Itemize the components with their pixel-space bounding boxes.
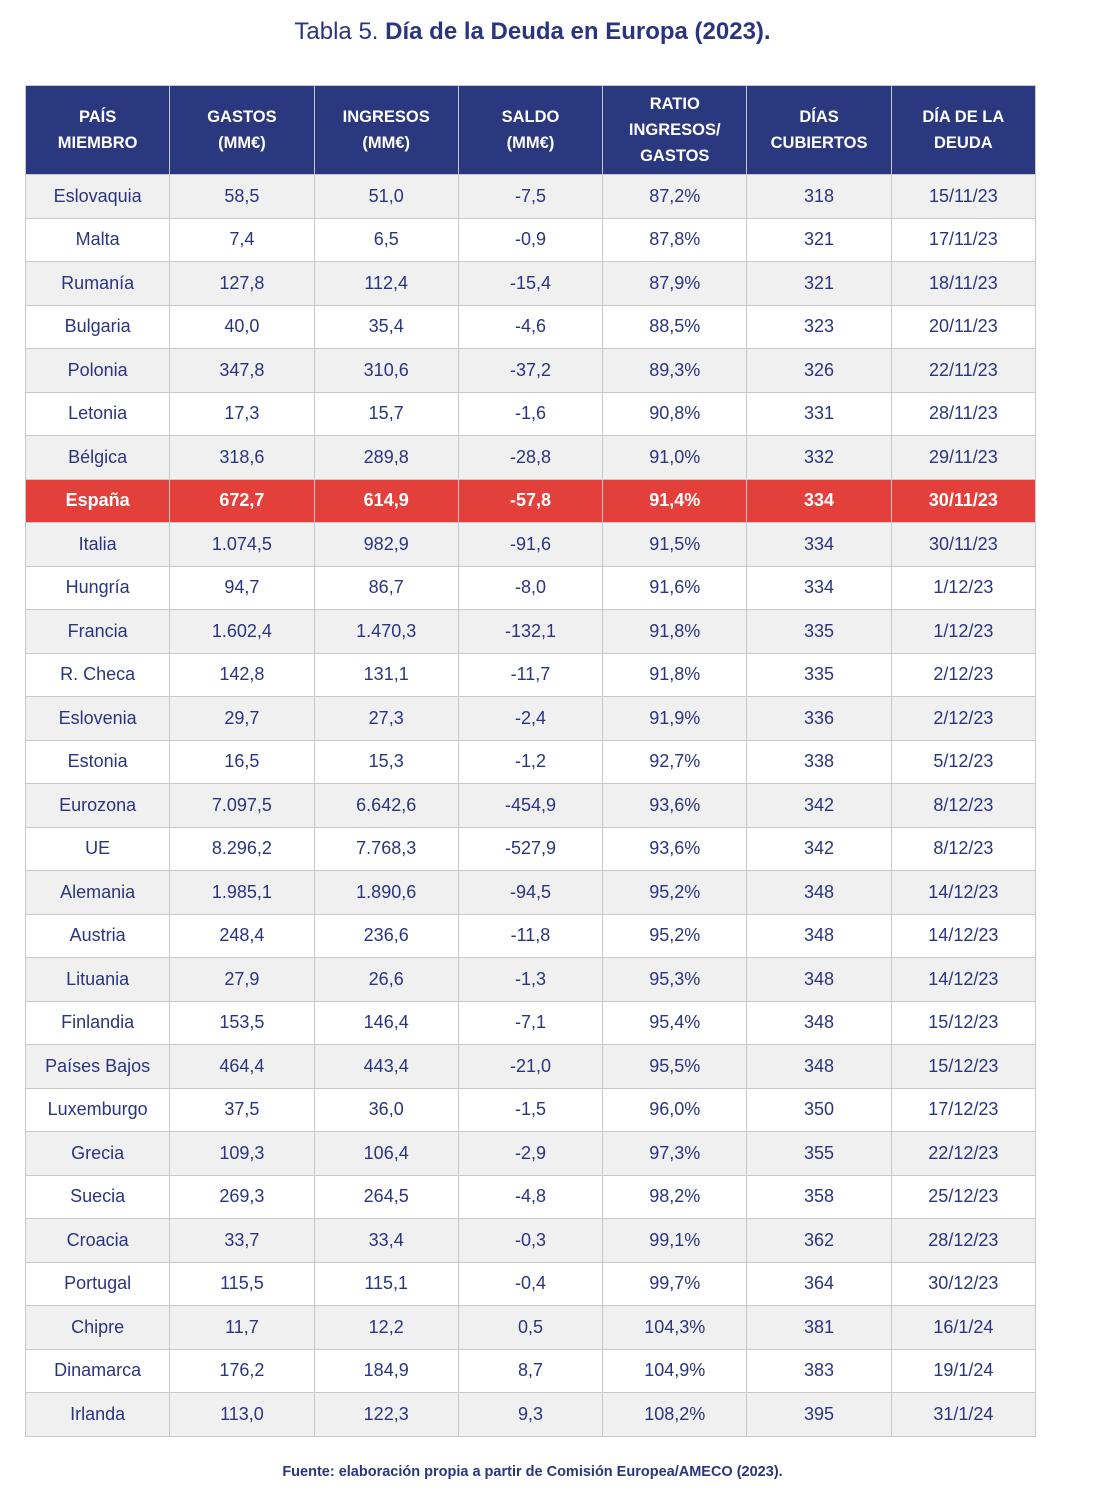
cell-ratio: 90,8% <box>603 392 747 436</box>
cell-saldo: -1,5 <box>458 1088 602 1132</box>
title-prefix: Tabla 5. <box>294 18 386 45</box>
table-row <box>26 392 1036 436</box>
cell-country: Eslovaquia <box>26 175 170 219</box>
table-row <box>26 1262 1036 1306</box>
cell-ingresos: 15,7 <box>314 392 458 436</box>
cell-ingresos: 51,0 <box>314 175 458 219</box>
cell-country: Irlanda <box>26 1393 170 1437</box>
table-row <box>26 653 1036 697</box>
cell-country: Portugal <box>26 1262 170 1306</box>
cell-country: España <box>26 479 170 523</box>
cell-dia-deuda: 18/11/23 <box>891 262 1035 306</box>
cell-country: UE <box>26 827 170 871</box>
cell-country: Malta <box>26 218 170 262</box>
cell-dias: 321 <box>747 218 891 262</box>
cell-country: Croacia <box>26 1219 170 1263</box>
cell-ratio: 93,6% <box>603 784 747 828</box>
cell-ingresos: 26,6 <box>314 958 458 1002</box>
cell-ratio: 91,4% <box>603 479 747 523</box>
cell-gastos: 8.296,2 <box>170 827 314 871</box>
cell-gastos: 1.602,4 <box>170 610 314 654</box>
cell-gastos: 127,8 <box>170 262 314 306</box>
cell-dias: 362 <box>747 1219 891 1263</box>
table-row <box>26 784 1036 828</box>
cell-country: Polonia <box>26 349 170 393</box>
cell-dia-deuda: 22/11/23 <box>891 349 1035 393</box>
cell-saldo: -28,8 <box>458 436 602 480</box>
cell-ingresos: 122,3 <box>314 1393 458 1437</box>
cell-gastos: 318,6 <box>170 436 314 480</box>
cell-ratio: 91,0% <box>603 436 747 480</box>
cell-country: Chipre <box>26 1306 170 1350</box>
cell-gastos: 94,7 <box>170 566 314 610</box>
cell-dias: 332 <box>747 436 891 480</box>
column-header-ingresos: INGRESOS (MM€) <box>314 86 458 175</box>
cell-saldo: -11,7 <box>458 653 602 697</box>
table-row <box>26 1132 1036 1176</box>
cell-saldo: 9,3 <box>458 1393 602 1437</box>
cell-country: Eslovenia <box>26 697 170 741</box>
cell-ratio: 99,1% <box>603 1219 747 1263</box>
table-row <box>26 1088 1036 1132</box>
table-row <box>26 479 1036 523</box>
cell-dias: 350 <box>747 1088 891 1132</box>
cell-country: Luxemburgo <box>26 1088 170 1132</box>
cell-ingresos: 27,3 <box>314 697 458 741</box>
cell-dias: 318 <box>747 175 891 219</box>
cell-gastos: 464,4 <box>170 1045 314 1089</box>
cell-ingresos: 236,6 <box>314 914 458 958</box>
cell-country: Italia <box>26 523 170 567</box>
cell-ingresos: 6,5 <box>314 218 458 262</box>
cell-dias: 348 <box>747 914 891 958</box>
cell-ingresos: 112,4 <box>314 262 458 306</box>
table-row <box>26 1306 1036 1350</box>
cell-ingresos: 12,2 <box>314 1306 458 1350</box>
cell-saldo: -132,1 <box>458 610 602 654</box>
cell-dia-deuda: 28/12/23 <box>891 1219 1035 1263</box>
cell-saldo: -8,0 <box>458 566 602 610</box>
cell-dia-deuda: 16/1/24 <box>891 1306 1035 1350</box>
cell-saldo: -1,6 <box>458 392 602 436</box>
cell-dia-deuda: 14/12/23 <box>891 914 1035 958</box>
cell-gastos: 113,0 <box>170 1393 314 1437</box>
cell-saldo: -94,5 <box>458 871 602 915</box>
cell-ratio: 97,3% <box>603 1132 747 1176</box>
cell-gastos: 17,3 <box>170 392 314 436</box>
cell-gastos: 672,7 <box>170 479 314 523</box>
cell-dias: 334 <box>747 523 891 567</box>
cell-country: R. Checa <box>26 653 170 697</box>
cell-dia-deuda: 20/11/23 <box>891 305 1035 349</box>
cell-dia-deuda: 14/12/23 <box>891 871 1035 915</box>
cell-country: Suecia <box>26 1175 170 1219</box>
cell-dias: 348 <box>747 1001 891 1045</box>
cell-country: Grecia <box>26 1132 170 1176</box>
cell-country: Letonia <box>26 392 170 436</box>
cell-dias: 383 <box>747 1349 891 1393</box>
cell-saldo: -1,3 <box>458 958 602 1002</box>
cell-ingresos: 310,6 <box>314 349 458 393</box>
cell-saldo: -37,2 <box>458 349 602 393</box>
table-row <box>26 175 1036 219</box>
table-row <box>26 958 1036 1002</box>
cell-ratio: 91,6% <box>603 566 747 610</box>
cell-saldo: -57,8 <box>458 479 602 523</box>
cell-dia-deuda: 5/12/23 <box>891 740 1035 784</box>
cell-gastos: 269,3 <box>170 1175 314 1219</box>
table-row <box>26 1219 1036 1263</box>
cell-saldo: -91,6 <box>458 523 602 567</box>
cell-gastos: 7,4 <box>170 218 314 262</box>
cell-ingresos: 33,4 <box>314 1219 458 1263</box>
cell-ingresos: 86,7 <box>314 566 458 610</box>
cell-ratio: 95,2% <box>603 914 747 958</box>
cell-dia-deuda: 31/1/24 <box>891 1393 1035 1437</box>
cell-saldo: -0,9 <box>458 218 602 262</box>
cell-dias: 334 <box>747 479 891 523</box>
cell-dia-deuda: 2/12/23 <box>891 653 1035 697</box>
cell-gastos: 1.074,5 <box>170 523 314 567</box>
cell-ingresos: 1.890,6 <box>314 871 458 915</box>
cell-dia-deuda: 28/11/23 <box>891 392 1035 436</box>
cell-saldo: -4,6 <box>458 305 602 349</box>
cell-saldo: -4,8 <box>458 1175 602 1219</box>
cell-ratio: 96,0% <box>603 1088 747 1132</box>
cell-ratio: 91,8% <box>603 610 747 654</box>
cell-country: Hungría <box>26 566 170 610</box>
cell-ingresos: 614,9 <box>314 479 458 523</box>
cell-ratio: 89,3% <box>603 349 747 393</box>
cell-dias: 348 <box>747 958 891 1002</box>
cell-dia-deuda: 22/12/23 <box>891 1132 1035 1176</box>
table-row <box>26 610 1036 654</box>
cell-country: Lituania <box>26 958 170 1002</box>
table-row <box>26 349 1036 393</box>
cell-dias: 358 <box>747 1175 891 1219</box>
debt-day-table <box>25 85 1036 1437</box>
cell-gastos: 347,8 <box>170 349 314 393</box>
cell-gastos: 29,7 <box>170 697 314 741</box>
cell-saldo: -7,1 <box>458 1001 602 1045</box>
cell-dias: 364 <box>747 1262 891 1306</box>
cell-dias: 395 <box>747 1393 891 1437</box>
cell-ratio: 92,7% <box>603 740 747 784</box>
cell-gastos: 115,5 <box>170 1262 314 1306</box>
cell-saldo: -21,0 <box>458 1045 602 1089</box>
cell-gastos: 109,3 <box>170 1132 314 1176</box>
cell-gastos: 248,4 <box>170 914 314 958</box>
cell-saldo: 0,5 <box>458 1306 602 1350</box>
cell-dias: 355 <box>747 1132 891 1176</box>
table-title <box>0 18 1065 46</box>
cell-dia-deuda: 30/11/23 <box>891 523 1035 567</box>
cell-ratio: 93,6% <box>603 827 747 871</box>
cell-dias: 348 <box>747 871 891 915</box>
cell-ratio: 87,2% <box>603 175 747 219</box>
cell-ingresos: 6.642,6 <box>314 784 458 828</box>
cell-ingresos: 184,9 <box>314 1349 458 1393</box>
cell-dias: 342 <box>747 827 891 871</box>
cell-dia-deuda: 19/1/24 <box>891 1349 1035 1393</box>
cell-country: Austria <box>26 914 170 958</box>
cell-dia-deuda: 8/12/23 <box>891 827 1035 871</box>
cell-country: Rumanía <box>26 262 170 306</box>
column-header-dia-deuda: DÍA DE LA DEUDA <box>891 86 1035 175</box>
table-row <box>26 566 1036 610</box>
column-header-country: PAÍS MIEMBRO <box>26 86 170 175</box>
table-row <box>26 1045 1036 1089</box>
cell-ratio: 91,9% <box>603 697 747 741</box>
cell-country: Bulgaria <box>26 305 170 349</box>
cell-ratio: 95,5% <box>603 1045 747 1089</box>
cell-gastos: 16,5 <box>170 740 314 784</box>
cell-ingresos: 115,1 <box>314 1262 458 1306</box>
cell-saldo: -2,9 <box>458 1132 602 1176</box>
cell-ratio: 95,3% <box>603 958 747 1002</box>
cell-ingresos: 7.768,3 <box>314 827 458 871</box>
cell-dias: 381 <box>747 1306 891 1350</box>
cell-gastos: 176,2 <box>170 1349 314 1393</box>
cell-dia-deuda: 1/12/23 <box>891 610 1035 654</box>
cell-ingresos: 35,4 <box>314 305 458 349</box>
table-row <box>26 1393 1036 1437</box>
cell-dias: 323 <box>747 305 891 349</box>
cell-ingresos: 106,4 <box>314 1132 458 1176</box>
cell-country: Eurozona <box>26 784 170 828</box>
cell-gastos: 40,0 <box>170 305 314 349</box>
cell-saldo: -15,4 <box>458 262 602 306</box>
cell-saldo: -454,9 <box>458 784 602 828</box>
table-row <box>26 305 1036 349</box>
cell-ratio: 108,2% <box>603 1393 747 1437</box>
cell-dias: 321 <box>747 262 891 306</box>
table-row <box>26 262 1036 306</box>
cell-gastos: 1.985,1 <box>170 871 314 915</box>
cell-gastos: 7.097,5 <box>170 784 314 828</box>
cell-dia-deuda: 15/11/23 <box>891 175 1035 219</box>
cell-country: Bélgica <box>26 436 170 480</box>
cell-dias: 326 <box>747 349 891 393</box>
cell-dia-deuda: 15/12/23 <box>891 1045 1035 1089</box>
cell-dias: 342 <box>747 784 891 828</box>
header-row <box>26 86 1036 175</box>
cell-dias: 348 <box>747 1045 891 1089</box>
cell-dia-deuda: 1/12/23 <box>891 566 1035 610</box>
cell-country: Francia <box>26 610 170 654</box>
cell-dia-deuda: 17/12/23 <box>891 1088 1035 1132</box>
cell-saldo: 8,7 <box>458 1349 602 1393</box>
cell-ingresos: 289,8 <box>314 436 458 480</box>
cell-saldo: -1,2 <box>458 740 602 784</box>
table-row <box>26 740 1036 784</box>
cell-country: Finlandia <box>26 1001 170 1045</box>
cell-gastos: 27,9 <box>170 958 314 1002</box>
cell-ingresos: 36,0 <box>314 1088 458 1132</box>
table-row <box>26 436 1036 480</box>
cell-ingresos: 982,9 <box>314 523 458 567</box>
cell-ingresos: 264,5 <box>314 1175 458 1219</box>
cell-ratio: 91,5% <box>603 523 747 567</box>
cell-dia-deuda: 2/12/23 <box>891 697 1035 741</box>
source-note: Fuente: elaboración propia a partir de Comisión Europea/AMECO (2023). <box>282 1464 783 1480</box>
cell-dia-deuda: 29/11/23 <box>891 436 1035 480</box>
cell-ratio: 87,8% <box>603 218 747 262</box>
cell-ratio: 87,9% <box>603 262 747 306</box>
cell-ratio: 99,7% <box>603 1262 747 1306</box>
cell-dia-deuda: 8/12/23 <box>891 784 1035 828</box>
cell-gastos: 33,7 <box>170 1219 314 1263</box>
table-row <box>26 914 1036 958</box>
cell-dia-deuda: 25/12/23 <box>891 1175 1035 1219</box>
table-row <box>26 523 1036 567</box>
cell-dia-deuda: 17/11/23 <box>891 218 1035 262</box>
cell-saldo: -7,5 <box>458 175 602 219</box>
table-row <box>26 1349 1036 1393</box>
table-row <box>26 871 1036 915</box>
cell-gastos: 11,7 <box>170 1306 314 1350</box>
cell-dias: 336 <box>747 697 891 741</box>
cell-ratio: 104,9% <box>603 1349 747 1393</box>
table-row <box>26 218 1036 262</box>
cell-saldo: -11,8 <box>458 914 602 958</box>
cell-dia-deuda: 30/12/23 <box>891 1262 1035 1306</box>
cell-dias: 338 <box>747 740 891 784</box>
cell-ratio: 88,5% <box>603 305 747 349</box>
column-header-saldo: SALDO (MM€) <box>458 86 602 175</box>
cell-saldo: -0,4 <box>458 1262 602 1306</box>
table-body <box>26 175 1036 1437</box>
cell-ingresos: 15,3 <box>314 740 458 784</box>
cell-dia-deuda: 14/12/23 <box>891 958 1035 1002</box>
cell-dias: 331 <box>747 392 891 436</box>
cell-ratio: 95,4% <box>603 1001 747 1045</box>
cell-dias: 335 <box>747 610 891 654</box>
cell-saldo: -2,4 <box>458 697 602 741</box>
column-header-gastos: GASTOS (MM€) <box>170 86 314 175</box>
cell-ratio: 95,2% <box>603 871 747 915</box>
table-row <box>26 1175 1036 1219</box>
cell-country: Dinamarca <box>26 1349 170 1393</box>
cell-ingresos: 443,4 <box>314 1045 458 1089</box>
cell-gastos: 142,8 <box>170 653 314 697</box>
column-header-dias: DÍAS CUBIERTOS <box>747 86 891 175</box>
cell-gastos: 37,5 <box>170 1088 314 1132</box>
cell-dia-deuda: 15/12/23 <box>891 1001 1035 1045</box>
cell-country: Estonia <box>26 740 170 784</box>
table-row <box>26 697 1036 741</box>
cell-country: Alemania <box>26 871 170 915</box>
cell-country: Países Bajos <box>26 1045 170 1089</box>
cell-gastos: 58,5 <box>170 175 314 219</box>
cell-ratio: 98,2% <box>603 1175 747 1219</box>
cell-saldo: -0,3 <box>458 1219 602 1263</box>
cell-saldo: -527,9 <box>458 827 602 871</box>
table-row <box>26 1001 1036 1045</box>
cell-gastos: 153,5 <box>170 1001 314 1045</box>
cell-dias: 335 <box>747 653 891 697</box>
cell-ingresos: 131,1 <box>314 653 458 697</box>
title-bold: Día de la Deuda en Europa (2023). <box>385 18 771 45</box>
cell-ingresos: 1.470,3 <box>314 610 458 654</box>
table-row <box>26 827 1036 871</box>
cell-ratio: 104,3% <box>603 1306 747 1350</box>
cell-dias: 334 <box>747 566 891 610</box>
cell-ratio: 91,8% <box>603 653 747 697</box>
cell-ingresos: 146,4 <box>314 1001 458 1045</box>
cell-dia-deuda: 30/11/23 <box>891 479 1035 523</box>
column-header-ratio: RATIO INGRESOS/ GASTOS <box>603 86 747 175</box>
